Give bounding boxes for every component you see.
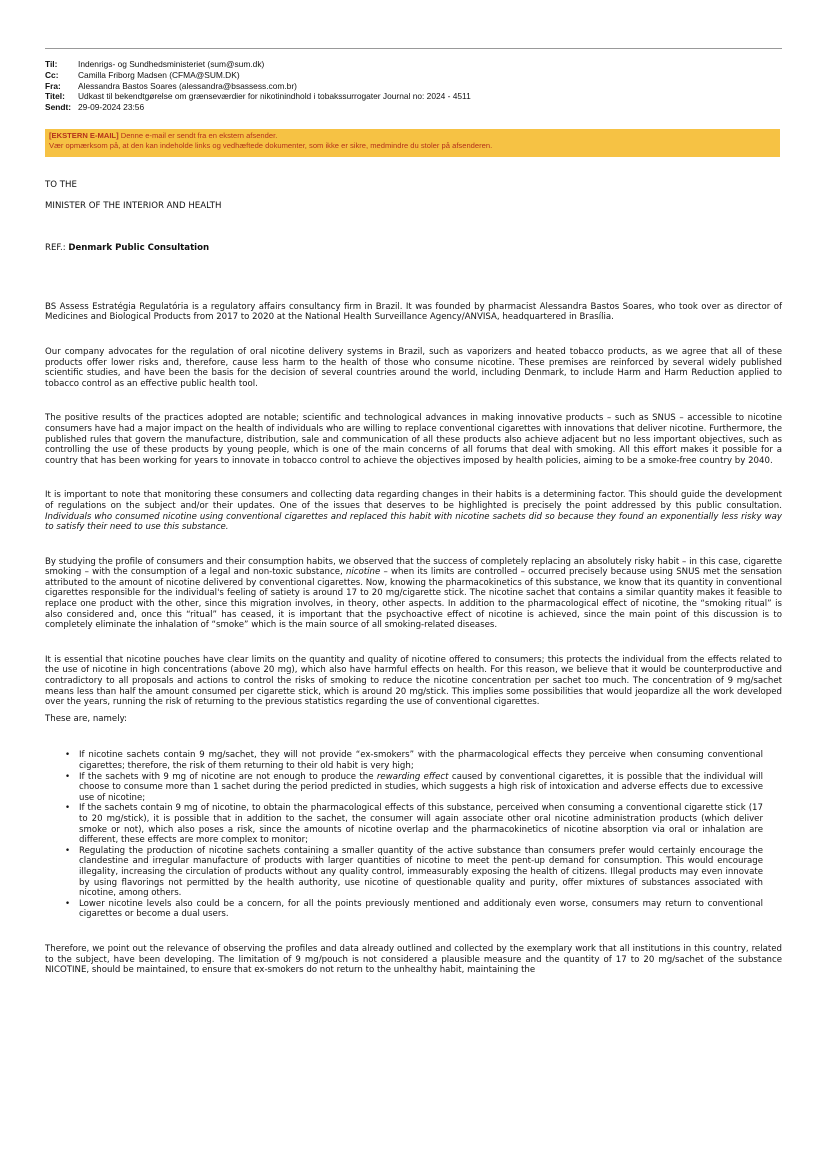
paragraph-namely: These are, namely: bbox=[45, 713, 127, 724]
from-label: Fra: bbox=[45, 80, 61, 91]
sent-value: 29-09-2024 23:56 bbox=[78, 102, 145, 113]
paragraph-company-intro: BS Assess Estratégia Regulatória is a regulatory affairs consultancy firm in Brazil. It was founded by pharmacist Alessandra Bastos Soares, who took over as director of Medicines and Biological Products from 2017 to 2020 at the National Health Surveillance Agency/ANVISA, headquartered in Brasília. bbox=[45, 301, 782, 323]
external-email-tag: [EKSTERN E-MAIL] bbox=[49, 131, 119, 140]
to-value[interactable]: Indenrigs- og Sundhedsministeriet (sum@sum.dk) bbox=[78, 59, 265, 69]
paragraph-advocacy: Our company advocates for the regulation of oral nicotine delivery systems in Brazil, such as vaporizers and heated tobacco products, as we agree that all of these products offer lower risks and, therefore, cause less harm to the health of those who consume nicotine. These premises are reinforced by several widely published scientific studies, and have been the basis for the decision of several countries around the world, including Denmark, to include Harm and Harm Reduction applied to tobacco control as an effective public health tool. bbox=[45, 346, 782, 389]
cc-value[interactable]: Camilla Friborg Madsen (CFMA@SUM.DK) bbox=[78, 69, 240, 80]
reference-value: Denmark Public Consultation bbox=[68, 243, 210, 254]
external-email-warning-banner bbox=[45, 129, 780, 157]
paragraph-monitoring-emphasis: Individuals who consumed nicotine using conventional cigarettes and replaced this habit with nicotine sachets did so because they found an exponentially less risky way to satisfy their need to use this substance. bbox=[45, 511, 782, 533]
paragraph-monitoring bbox=[45, 490, 782, 532]
from-row bbox=[45, 81, 471, 92]
subject-label: Titel: bbox=[45, 91, 65, 102]
header-divider bbox=[45, 48, 782, 49]
banner-line-1 bbox=[49, 131, 780, 141]
list-item-emphasis: rewarding effect bbox=[376, 771, 449, 782]
paragraph-positive-results: The positive results of the practices adopted are notable; scientific and technological advances in making innovative products – such as SNUS – accessible to nicotine consumers have had a major impact on the health of individuals who are willing to replace conventional cigarettes with innovations that deliver nicotine. Furthermore, the published rules that govern the manufacture, distribution, sale and communication of all these products also achieve adjacent but no less important objectives, such as controlling the use of these products by young people, which is one of the main concerns of all forums that deal with smoking. All this effort makes it possible for a country that has been working for years to innovate in tobacco control to achieve the objectives imposed by health policies, aiming to be a smoke-free country by 2040. bbox=[45, 413, 782, 466]
paragraph-consumer-profile-text-b: – when its limits are controlled – occurred precisely because using SNUS met the sensation attributed to the amount of nicotine delivered by conventional cigarettes. Now, knowing the pharmacokinetics of this substance, we know that its quantity in conventional cigarettes responsible for the individual's feeling of satiety is around 17 to 20 mg/cigarette stick. The nicotine sachet that contains a similar quantity makes it feasible to replace one product with the other, since this migration involves, in theory, other aspects. In addition to the pharmacological effect of nicotine, the “smoking ritual” is also considered and, once this “ritual” has ceased, it is important that the psychoactive effect of nicotine is achieved, since the main point of this discussion is to completely eliminate the inhalation of “smoke” which is the main source of all smoking-related diseases. bbox=[45, 567, 782, 631]
list-item: • If the sachets contain 9 mg of nicotine, to obtain the pharmacological effects of this substance, perceived when consuming a conventional cigarette stick (17 to 20 mg/stick), it is possible that in addition to the sachet, the consumer will again associate other oral nicotine administration products (which deliver smoke or not), which also poses a risk, since the amounts of nicotine overlap and the pharmacokinetics of nicotine absorption via oral or inhalation are different, these effects are more complex to monitor; bbox=[71, 803, 763, 845]
address-line-1: TO THE bbox=[45, 180, 77, 190]
address-line-2: MINISTER OF THE INTERIOR AND HEALTH bbox=[45, 200, 222, 211]
paragraph-limits: It is essential that nicotine pouches have clear limits on the quantity and quality of nicotine offered to consumers; this protects the individual from the effects related to the use of nicotine in high concentrations (above 20 mg), which also have harmful effects on health. For this reason, we believe that it would be counterproductive and contradictory to all proposals and actions to control the risks of smoking to reduce the nicotine concentration per sachet too much. The concentration of 9 mg/sachet means less than half the amount consumed per cigarette stick, which is around 20 mg/stick. This implies some possibilities that would jeopardize all the work developed over the years, running the risk of returning to the previous statistics regarding the use of conventional cigarettes. bbox=[45, 654, 782, 708]
list-item: • Regulating the production of nicotine sachets containing a smaller quantity of the active substance than consumers prefer would certainly encourage the clandestine and irregular manufacture of products with larger quantities of nicotine to meet the pent-up demand for consumption. This would encourage illegality, increasing the circulation of products without any quality control, immeasurably exposing the health of citizens. Illegal products may even innovate by using flavorings not permitted by the health authority, use nicotine of questionable quality and purity, offer mixtures of substances associated with nicotine, among others. bbox=[71, 846, 763, 899]
cc-row bbox=[45, 70, 471, 81]
paragraph-consumer-profile-text-a: By studying the profile of consumers and their consumption habits, we observed that the success of completely replacing an absolutely risky habit – in this case, cigarette smoking – with the consumption of a legal and non-toxic substance, bbox=[45, 556, 782, 578]
email-header bbox=[45, 59, 471, 113]
reference-line bbox=[45, 243, 782, 254]
to-row bbox=[45, 59, 471, 70]
list-item: • If nicotine sachets contain 9 mg/sachet, they will not provide “ex-smokers” with the pharmacological effects they perceive when consuming conventional cigarettes; therefore, the risk of them returning to their old habit is very high; bbox=[71, 750, 763, 771]
paragraph-consumer-profile bbox=[45, 557, 782, 631]
cc-label: Cc: bbox=[45, 69, 59, 80]
letter-body bbox=[45, 176, 782, 976]
banner-line-1-text: Denne e-mail er sendt fra en ekstern afsender. bbox=[118, 131, 278, 140]
paragraph-monitoring-text: It is important to note that monitoring these consumers and collecting data regarding changes in their habits is a determining factor. This should guide the development of regulations on the subject and/or their updates. One of the issues that deserves to be highlighted is precisely the point addressed by this public consultation. bbox=[45, 490, 782, 511]
list-item-text-a: If the sachets with 9 mg of nicotine are not enough to produce the bbox=[79, 771, 377, 782]
subject-value: Udkast til bekendtgørelse om grænseværdier for nikotinindhold i tobakssurrogater Journal no: 2024 - 4511 bbox=[78, 91, 471, 102]
reference-label: REF.: bbox=[45, 243, 69, 254]
paragraph-consumer-profile-emphasis: nicotine bbox=[345, 567, 381, 578]
paragraph-conclusion: Therefore, we point out the relevance of observing the profiles and data already outlined and collected by the exemplary work that all institutions in this country, related to the subject, have been developing. The limitation of 9 mg/pouch is not considered a plausible measure and the quantity of 17 to 20 mg/sachet of the substance NICOTINE, should be maintained, to ensure that ex-smokers do not return to the unhealthy habit, maintaining the bbox=[45, 943, 782, 976]
sent-row bbox=[45, 102, 471, 113]
to-label: Til: bbox=[45, 59, 58, 69]
list-item bbox=[71, 772, 763, 804]
concerns-list bbox=[45, 750, 782, 920]
list-item-text-b: caused by conventional cigarettes, it is possible that the individual will choose to consume more than 1 sachet during the period predicted in studies, which suggests a high risk of intoxication and adverse effects due to excessive use of nicotine; bbox=[79, 771, 763, 803]
from-value[interactable]: Alessandra Bastos Soares (alessandra@bsassess.com.br) bbox=[78, 80, 297, 91]
list-item: • Lower nicotine levels also could be a concern, for all the points previously mentioned and additionaly even worse, consumers may return to conventional cigarettes or become a dual users. bbox=[71, 899, 763, 920]
subject-row bbox=[45, 91, 471, 102]
sent-label: Sendt: bbox=[45, 102, 72, 113]
banner-line-2: Vær opmærksom på, at den kan indeholde links og vedhæftede dokumenter, som ikke er sikre, medmindre du stoler på afsenderen. bbox=[49, 141, 493, 151]
